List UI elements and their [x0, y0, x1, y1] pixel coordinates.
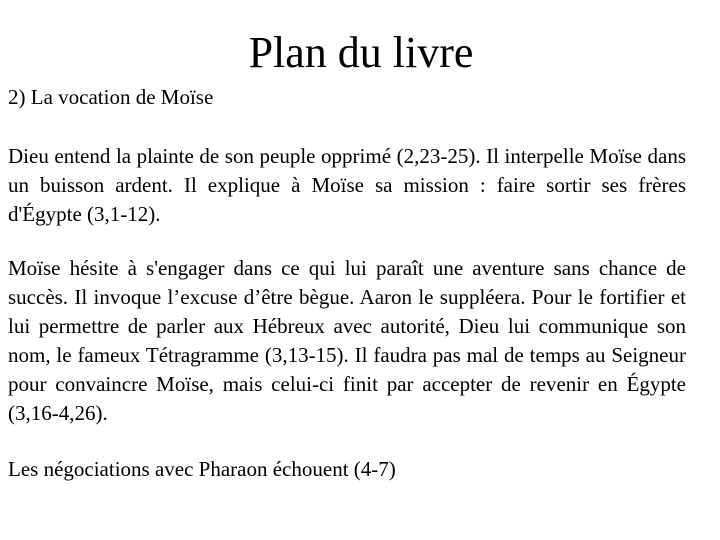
- paragraph-2: Moïse hésite à s'engager dans ce qui lui paraît une aventure sans chance de succès. Il invoque l’excuse d’être bègue. Aaron le suppléera. Pour le fortifier et lui permettre de parler aux Hébreux avec autorité, Dieu lui communique son nom, le fameux Tétragramme (3,13-15). Il faudra pas mal de temps au Seigneur pour convaincre Moïse, mais celui-ci finit par accepter de revenir en Égypte (3,16-4,26).: [8, 256, 686, 425]
- paragraph-3: Les négociations avec Pharaon échouent (4-7): [8, 457, 396, 481]
- section-heading: 2) La vocation de Moïse: [8, 85, 214, 109]
- slide-title: [0, 27, 720, 79]
- slide-title-text: Plan du livre: [248, 28, 474, 77]
- paragraph-1: Dieu entend la plainte de son peuple opprimé (2,23-25). Il interpelle Moïse dans un buisson ardent. Il explique à Moïse sa mission : faire sortir ses frères d'Égypte (3,1-12).: [8, 144, 686, 226]
